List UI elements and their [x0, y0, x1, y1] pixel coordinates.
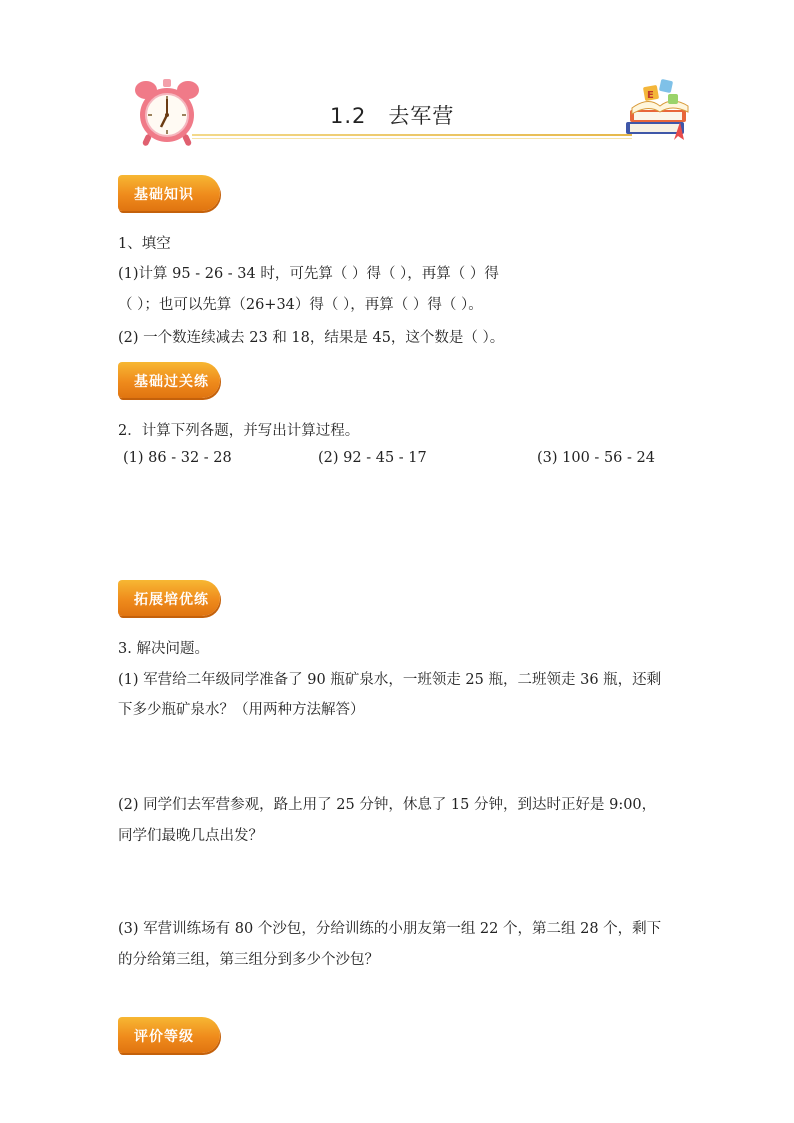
- svg-text:E: E: [647, 90, 654, 101]
- section-badge-extended-practice: [118, 580, 220, 616]
- q3-p2-line-1: (2) 同学们去军营参观，路上用了 25 分钟，休息了 15 分钟，到达时正好是 9:00，: [118, 797, 657, 813]
- q3-p1-line-2: 下多少瓶矿泉水？（用两种方法解答）: [118, 702, 365, 718]
- section-badge-label: 拓展培优练: [134, 592, 209, 608]
- books-icon: [622, 72, 694, 144]
- q3-heading: 3. 解决问题。: [118, 641, 209, 657]
- q1-heading: 1、填空: [118, 236, 171, 252]
- page-title: [330, 100, 454, 130]
- q2-item-2: (2) 92 - 45 - 17: [318, 450, 427, 466]
- section-badge-label: 基础知识: [134, 187, 194, 203]
- title-number: 1.2: [330, 104, 367, 128]
- q1-line-3: (2) 一个数连续减去 23 和 18，结果是 45，这个数是（ ）。: [118, 330, 505, 346]
- q1-line-2: （ ）；也可以先算（26+34）得（ ），再算（ ）得（ ）。: [118, 297, 483, 313]
- section-badge-basic-practice: [118, 362, 220, 398]
- q2-heading: 2．计算下列各题，并写出计算过程。: [118, 423, 360, 439]
- header-divider-thin: [192, 138, 632, 139]
- q3-p3-line-2: 的分给第三组，第三组分到多少个沙包？: [118, 952, 379, 968]
- section-badge-basic-knowledge: [118, 175, 220, 211]
- q3-p3-line-1: (3) 军营训练场有 80 个沙包，分给训练的小朋友第一组 22 个，第二组 28 个，剩下: [118, 921, 662, 937]
- section-badge-label: 评价等级: [134, 1029, 194, 1045]
- alarm-clock-icon: [132, 76, 202, 148]
- page-header: [130, 72, 700, 152]
- header-divider: [192, 134, 632, 136]
- section-badge-label: 基础过关练: [134, 374, 209, 390]
- q3-p2-line-2: 同学们最晚几点出发？: [118, 828, 263, 844]
- q3-p1-line-1: (1) 军营给二年级同学准备了 90 瓶矿泉水，一班领走 25 瓶，二班领走 36 瓶，还剩: [118, 672, 662, 688]
- q1-line-1: (1)计算 95 - 26 - 34 时，可先算（ ）得（ ），再算（ ）得: [118, 266, 499, 282]
- section-badge-evaluation: [118, 1017, 220, 1053]
- q2-item-3: (3) 100 - 56 - 24: [537, 450, 655, 466]
- q2-item-1: (1) 86 - 32 - 28: [123, 450, 232, 466]
- title-text: 去军营: [388, 104, 455, 128]
